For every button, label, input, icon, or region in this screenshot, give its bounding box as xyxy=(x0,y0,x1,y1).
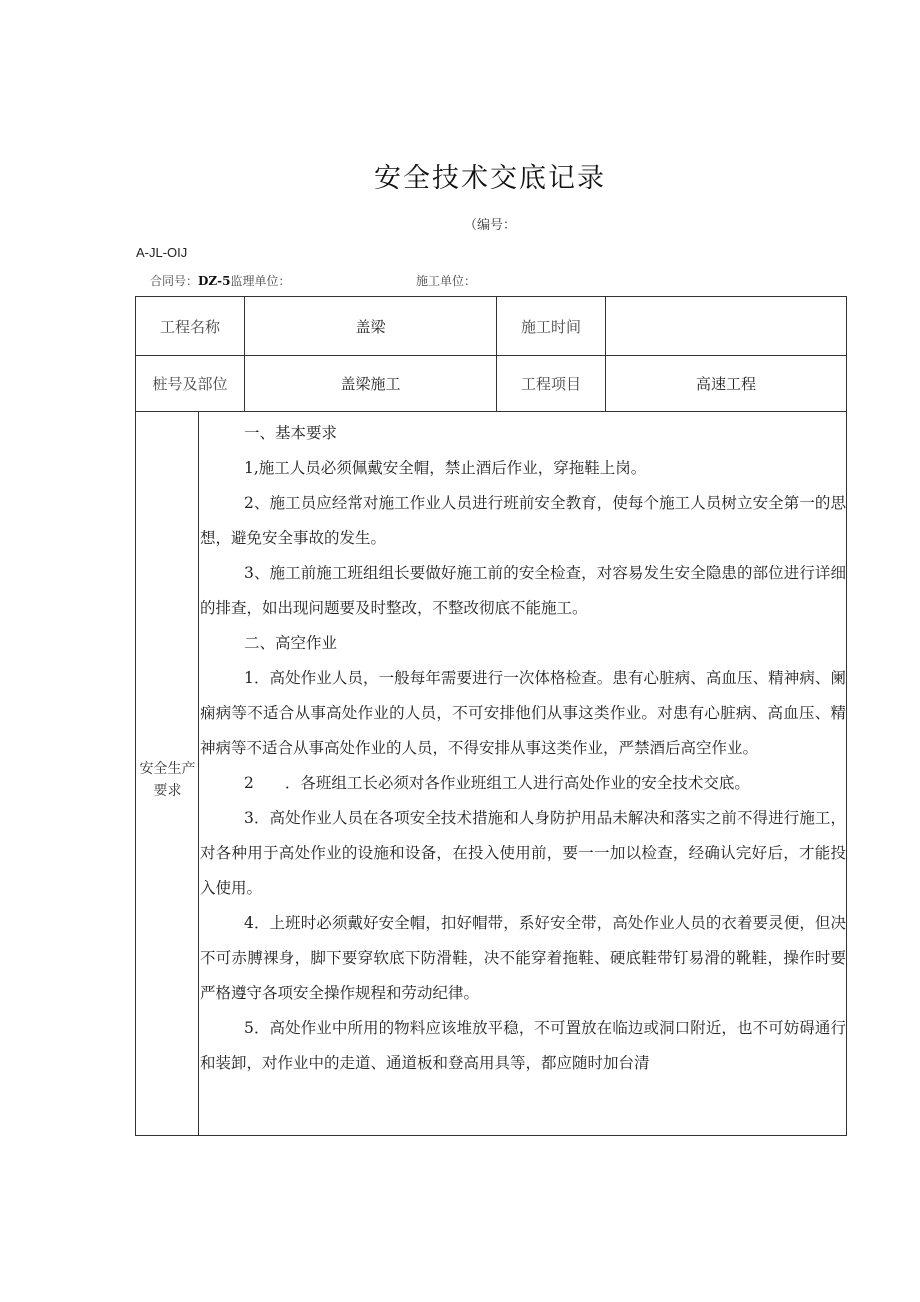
project-item-label: 工程项目 xyxy=(520,375,581,393)
construction-time-value xyxy=(606,297,846,355)
requirement-item: 2、施工员应经常对施工作业人员进行班前安全教育，使每个施工人员树立安全第一的思想，避免安全事故的发生。 xyxy=(200,494,846,547)
requirements-label: 安全生产要求 xyxy=(139,760,196,799)
project-item-value: 高速工程 xyxy=(695,375,756,393)
meta-line xyxy=(150,272,477,289)
document-title: 安全技术交底记录 xyxy=(374,163,606,194)
requirement-item: 1．高处作业人员，一般每年需要进行一次体格检查。患有心脏病、高血压、精神病、阑痫病等不适合从事高处作业的人员，不可安排他们从事这类作业。对患有心脏病、高血压、精神病等不适合从事高处作业的人员，不得安排从事这类作业，严禁酒后高空作业。 xyxy=(200,669,846,757)
section-heading: 一、基本要求 xyxy=(244,424,338,442)
requirement-item: 1,施工人员必须佩戴安全帽，禁止酒后作业，穿拖鞋上岗。 xyxy=(244,459,647,477)
requirement-item: 3．高处作业人员在各项安全技术措施和人身防护用品未解决和落实之前不得进行施工，对各种用于高处作业的设施和设备，在投入使用前，要一一加以检查，经确认完好后，才能投入使用。 xyxy=(200,809,846,897)
requirement-item: 4．上班时必须戴好安全帽，扣好帽带，系好安全带，高处作业人员的衣着要灵便，但决不可赤膊裸身，脚下要穿软底下防滑鞋，决不能穿着拖鞋、硬底鞋带钉易滑的靴鞋，操作时要严格遵守各项安全操作规程和劳动纪律。 xyxy=(200,914,846,1002)
construction-unit-label: 施工单位： xyxy=(416,274,477,288)
form-code: A-JL-OIJ xyxy=(136,245,188,260)
supervisor-label: 监理单位： xyxy=(230,274,291,288)
requirement-item: 2 ．各班组工长必须对各作业班组工人进行高处作业的安全技术交底。 xyxy=(244,774,750,792)
contract-label: 合同号： xyxy=(150,274,199,288)
contract-number: DZ-5 xyxy=(198,274,231,288)
row-divider xyxy=(136,411,846,412)
project-name-value: 盖梁 xyxy=(355,317,386,336)
serial-number: （编号： xyxy=(463,218,516,233)
requirement-item: 5．高处作业中所用的物料应该堆放平稳，不可置放在临边或洞口附近，也不可妨碍通行和装卸，对作业中的走道、通道板和登高用具等，都应随时加台清 xyxy=(200,1019,846,1072)
requirement-item: 3、施工前施工班组组长要做好施工前的安全检查，对容易发生安全隐患的部位进行详细的排查，如出现问题要及时整改，不整改彻底不能施工。 xyxy=(200,564,846,617)
section-heading: 二、高空作业 xyxy=(244,634,338,652)
construction-time-label: 施工时间 xyxy=(520,317,581,336)
disclosure-form xyxy=(135,296,847,1136)
requirements-body xyxy=(200,413,846,1137)
station-value: 盖梁施工 xyxy=(340,375,401,393)
project-name-label: 工程名称 xyxy=(159,317,220,336)
station-label: 桩号及部位 xyxy=(152,375,228,393)
